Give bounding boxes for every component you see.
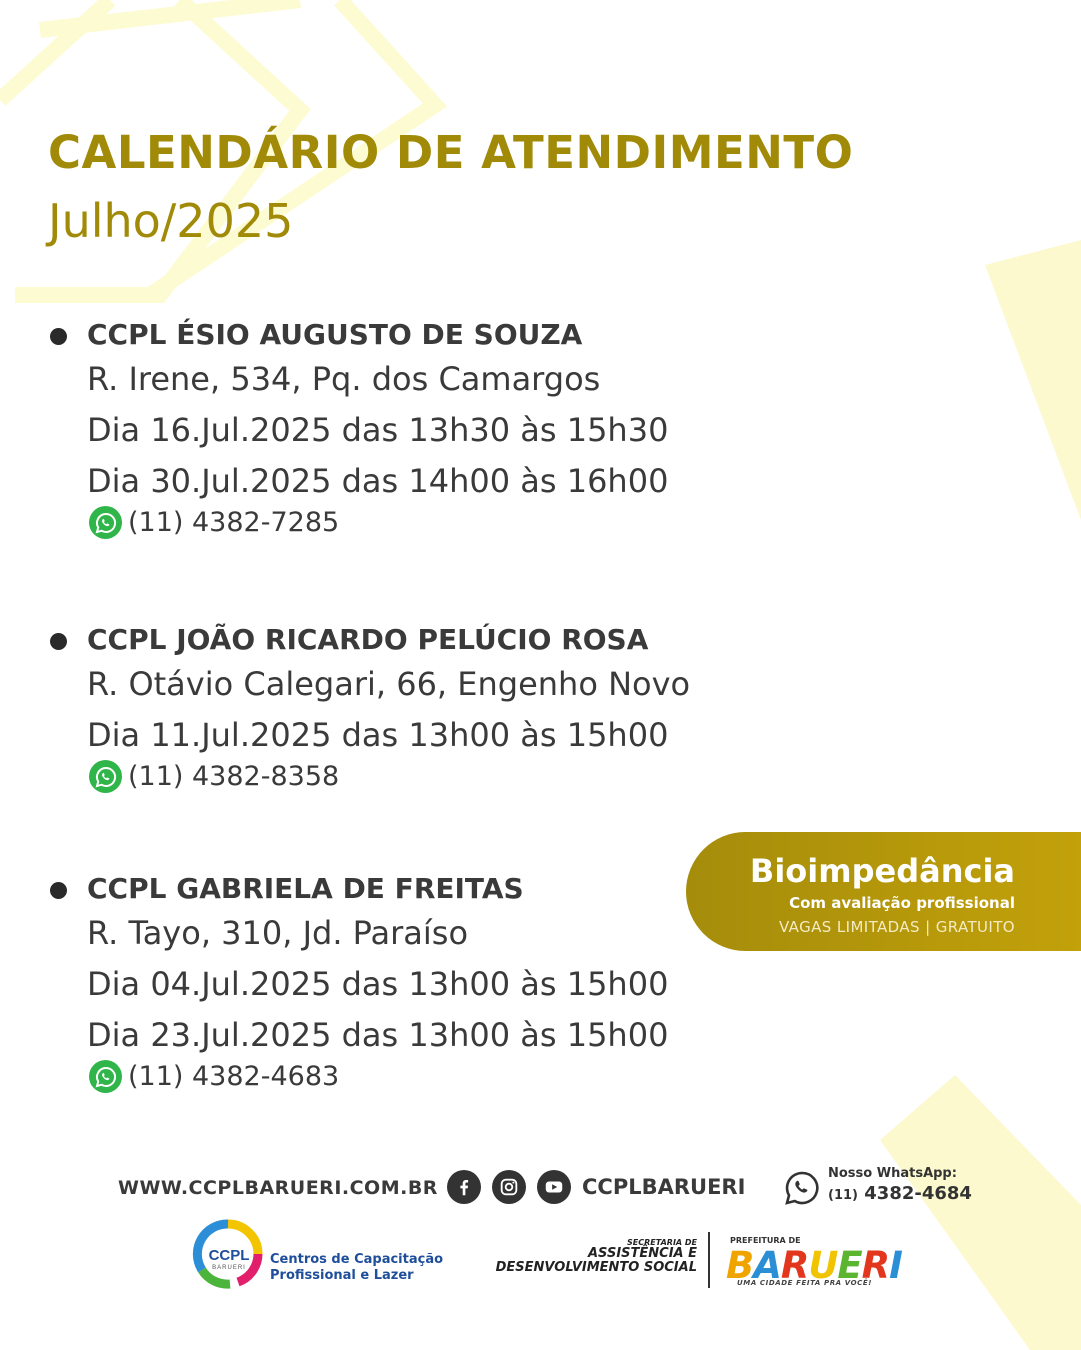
whatsapp-ddd: (11) bbox=[828, 1188, 858, 1203]
barueri-letter: A bbox=[753, 1244, 781, 1287]
barueri-tagline: UMA CIDADE FEITA PRA VOCÊ! bbox=[737, 1279, 873, 1287]
phone-number: (11) 4382-4683 bbox=[128, 1061, 340, 1092]
badge-subtitle: Com avaliação profissional bbox=[789, 894, 1015, 912]
unit-phone[interactable] bbox=[89, 760, 339, 793]
whatsapp-digits: 4382-4684 bbox=[864, 1183, 972, 1204]
unit-name: CCPL GABRIELA DE FREITAS bbox=[87, 872, 524, 905]
barueri-letter: I bbox=[889, 1244, 902, 1287]
unit-date: Dia 11.Jul.2025 das 13h00 às 15h00 bbox=[87, 716, 669, 754]
whatsapp-label: Nosso WhatsApp: bbox=[828, 1166, 957, 1181]
website-link[interactable]: WWW.CCPLBARUERI.COM.BR bbox=[118, 1177, 438, 1199]
ccpl-logo-text: CCPL bbox=[208, 1247, 250, 1264]
unit-date: Dia 23.Jul.2025 das 13h00 às 15h00 bbox=[87, 1016, 669, 1054]
unit-date: Dia 16.Jul.2025 das 13h30 às 15h30 bbox=[87, 411, 669, 449]
whatsapp-icon bbox=[89, 506, 122, 539]
badge-title: Bioimpedância bbox=[749, 852, 1015, 890]
whatsapp-icon bbox=[89, 760, 122, 793]
unit-name: CCPL JOÃO RICARDO PELÚCIO ROSA bbox=[87, 623, 649, 656]
whatsapp-icon bbox=[89, 1060, 122, 1093]
barueri-letter: U bbox=[808, 1244, 838, 1287]
facebook-icon[interactable] bbox=[447, 1170, 481, 1204]
bioimpedancia-badge bbox=[686, 832, 1081, 951]
badge-note: VAGAS LIMITADAS | GRATUITO bbox=[778, 918, 1015, 936]
phone-number: (11) 4382-7285 bbox=[128, 507, 340, 538]
bullet-icon bbox=[50, 328, 67, 345]
unit-address: R. Tayo, 310, Jd. Paraíso bbox=[87, 914, 469, 952]
unit-esio bbox=[48, 318, 748, 548]
barueri-letter: R bbox=[861, 1244, 890, 1287]
unit-phone[interactable] bbox=[89, 506, 339, 539]
secretaria-line: DESENVOLVIMENTO SOCIAL bbox=[495, 1260, 697, 1275]
ccpl-tagline bbox=[270, 1252, 443, 1284]
prefeitura-label: PREFEITURA DE bbox=[730, 1236, 801, 1245]
unit-phone[interactable] bbox=[89, 1060, 339, 1093]
barueri-letter: E bbox=[837, 1244, 862, 1287]
youtube-icon[interactable] bbox=[537, 1170, 571, 1204]
unit-address: R. Irene, 534, Pq. dos Camargos bbox=[87, 360, 601, 398]
phone-number: (11) 4382-8358 bbox=[128, 761, 340, 792]
ccpl-tagline-line: Centros de Capacitação bbox=[270, 1252, 444, 1267]
ccpl-tagline-line: Profissional e Lazer bbox=[270, 1268, 414, 1283]
unit-address: R. Otávio Calegari, 66, Engenho Novo bbox=[87, 665, 691, 703]
secretaria-line: ASSISTÊNCIA E bbox=[588, 1246, 697, 1261]
unit-name: CCPL ÉSIO AUGUSTO DE SOUZA bbox=[87, 318, 583, 351]
secretaria-logo bbox=[496, 1238, 697, 1275]
social-handle[interactable]: CCPLBARUERI bbox=[582, 1175, 746, 1199]
ccpl-logo-sub: BARUERI bbox=[212, 1265, 246, 1271]
bullet-icon bbox=[50, 633, 67, 650]
whatsapp-number[interactable] bbox=[828, 1183, 972, 1204]
instagram-icon[interactable] bbox=[492, 1170, 526, 1204]
page-title: CALENDÁRIO DE ATENDIMENTO bbox=[48, 126, 854, 179]
footer-divider bbox=[708, 1232, 710, 1288]
unit-joao bbox=[48, 623, 768, 803]
bullet-icon bbox=[50, 882, 67, 899]
barueri-letter: R bbox=[780, 1244, 809, 1287]
unit-date: Dia 30.Jul.2025 das 14h00 às 16h00 bbox=[87, 462, 669, 500]
barueri-letter: B bbox=[726, 1244, 754, 1287]
secretaria-line: SECRETARIA DE bbox=[627, 1238, 697, 1247]
unit-date: Dia 04.Jul.2025 das 13h00 às 15h00 bbox=[87, 965, 669, 1003]
page-subtitle: Julho/2025 bbox=[48, 194, 294, 248]
ccpl-logo bbox=[192, 1218, 264, 1290]
whatsapp-icon[interactable] bbox=[784, 1170, 820, 1206]
unit-gabriela bbox=[48, 872, 748, 1102]
